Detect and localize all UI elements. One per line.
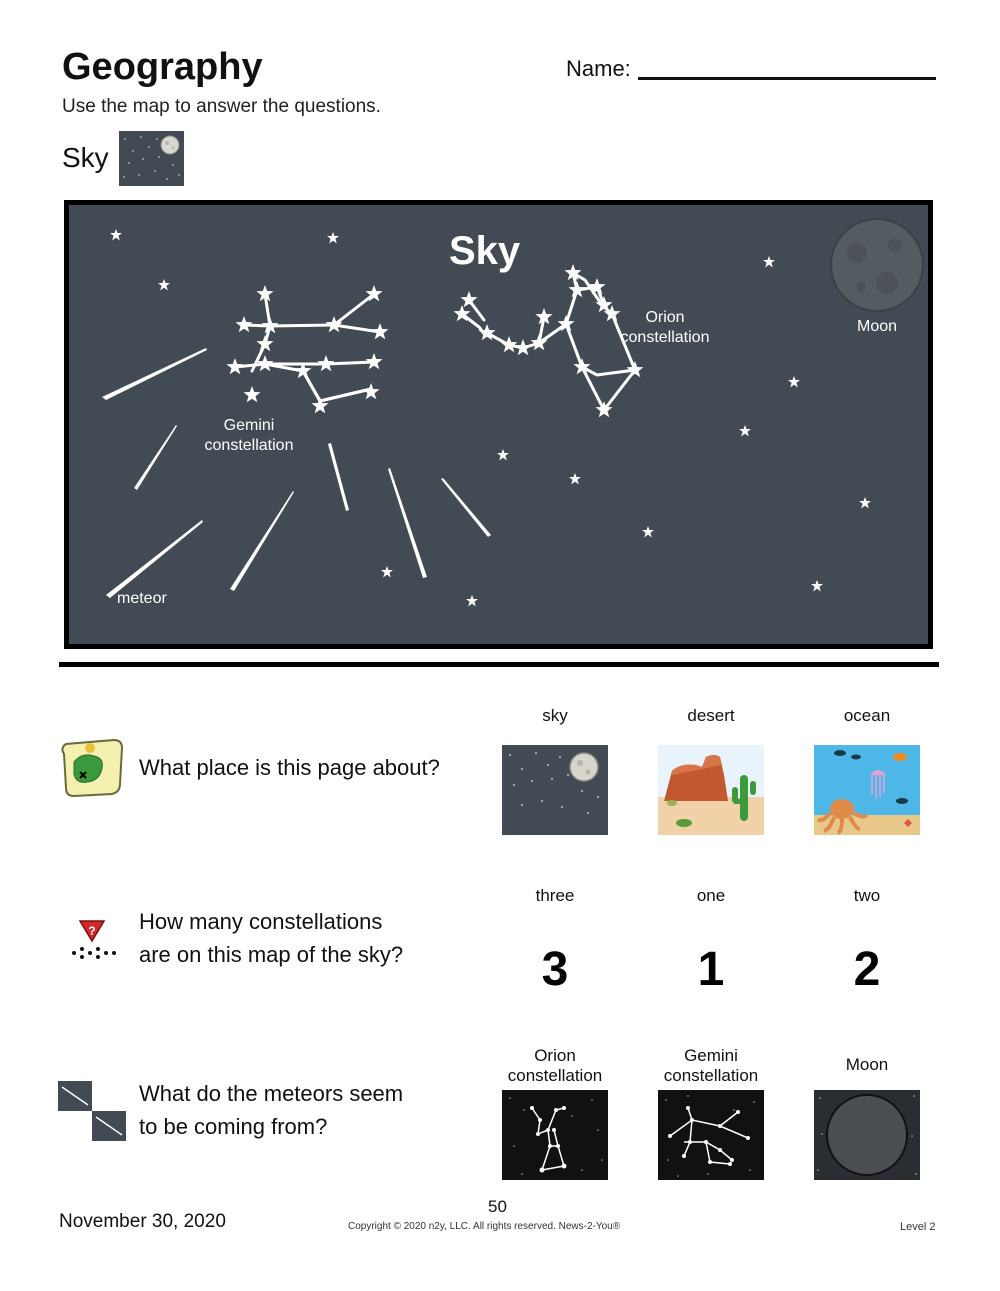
- name-label: Name:: [566, 56, 631, 81]
- meteor-label: meteor: [117, 590, 167, 607]
- svg-text:?: ?: [88, 924, 96, 938]
- sky-map: [64, 200, 933, 649]
- meteors-icon: [58, 1081, 126, 1141]
- how-many-icon: [70, 919, 116, 963]
- ocean-picture[interactable]: [814, 745, 920, 835]
- choice-3-2-label: Gemini constellation: [663, 1046, 759, 1085]
- choice-2-1-label: three: [535, 886, 575, 905]
- choice-3-3-label: Moon: [845, 1055, 889, 1074]
- question-2-line2: are on this map of the sky?: [139, 942, 404, 967]
- topic-label: Sky: [62, 142, 109, 173]
- page-title: Geography: [62, 46, 263, 88]
- moon-label: Moon: [856, 318, 898, 335]
- section-divider: [59, 662, 939, 667]
- question-2-line1: How many constellations: [139, 909, 383, 934]
- choice-1-2-label: desert: [687, 706, 735, 725]
- choice-2-3-number[interactable]: 2: [853, 943, 881, 996]
- choice-2-1-number[interactable]: 3: [541, 943, 569, 996]
- sky-picture[interactable]: [502, 745, 608, 835]
- moon-drawing: [831, 219, 923, 311]
- choice-3-1-label: Orion constellation: [507, 1046, 603, 1085]
- copyright: Copyright © 2020 n2y, LLC. All rights reserved. News-2-You®: [348, 1221, 621, 1232]
- map-title: Sky: [449, 229, 521, 273]
- gemini-label: Gemini constellation: [204, 417, 294, 454]
- level-label: Level 2: [900, 1221, 936, 1233]
- choice-2-3-label: two: [853, 886, 881, 905]
- desert-picture[interactable]: [658, 745, 764, 835]
- sky-thumbnail: [119, 131, 184, 186]
- gemini-picture[interactable]: [658, 1090, 764, 1180]
- page-number: 50: [488, 1197, 507, 1216]
- question-1-text: What place is this page about?: [139, 755, 440, 780]
- gemini-stars: [227, 285, 389, 413]
- treasure-map-icon: [56, 736, 128, 800]
- name-field-line[interactable]: [638, 77, 936, 80]
- orion-picture[interactable]: [502, 1090, 608, 1180]
- moon-picture[interactable]: [814, 1090, 920, 1180]
- choice-1-1-label: sky: [542, 706, 568, 725]
- footer-date: November 30, 2020: [59, 1211, 226, 1232]
- question-3-line2: to be coming from?: [139, 1114, 328, 1139]
- choice-2-2-label: one: [696, 886, 726, 905]
- question-3-line1: What do the meteors seem: [139, 1081, 404, 1106]
- choice-2-2-number[interactable]: 1: [697, 943, 725, 996]
- choice-1-3-label: ocean: [843, 706, 891, 725]
- orion-label: Orion constellation: [620, 309, 710, 346]
- meteor-streaks: [102, 348, 491, 598]
- instructions: Use the map to answer the questions.: [62, 96, 381, 117]
- gemini-lines: [235, 294, 380, 401]
